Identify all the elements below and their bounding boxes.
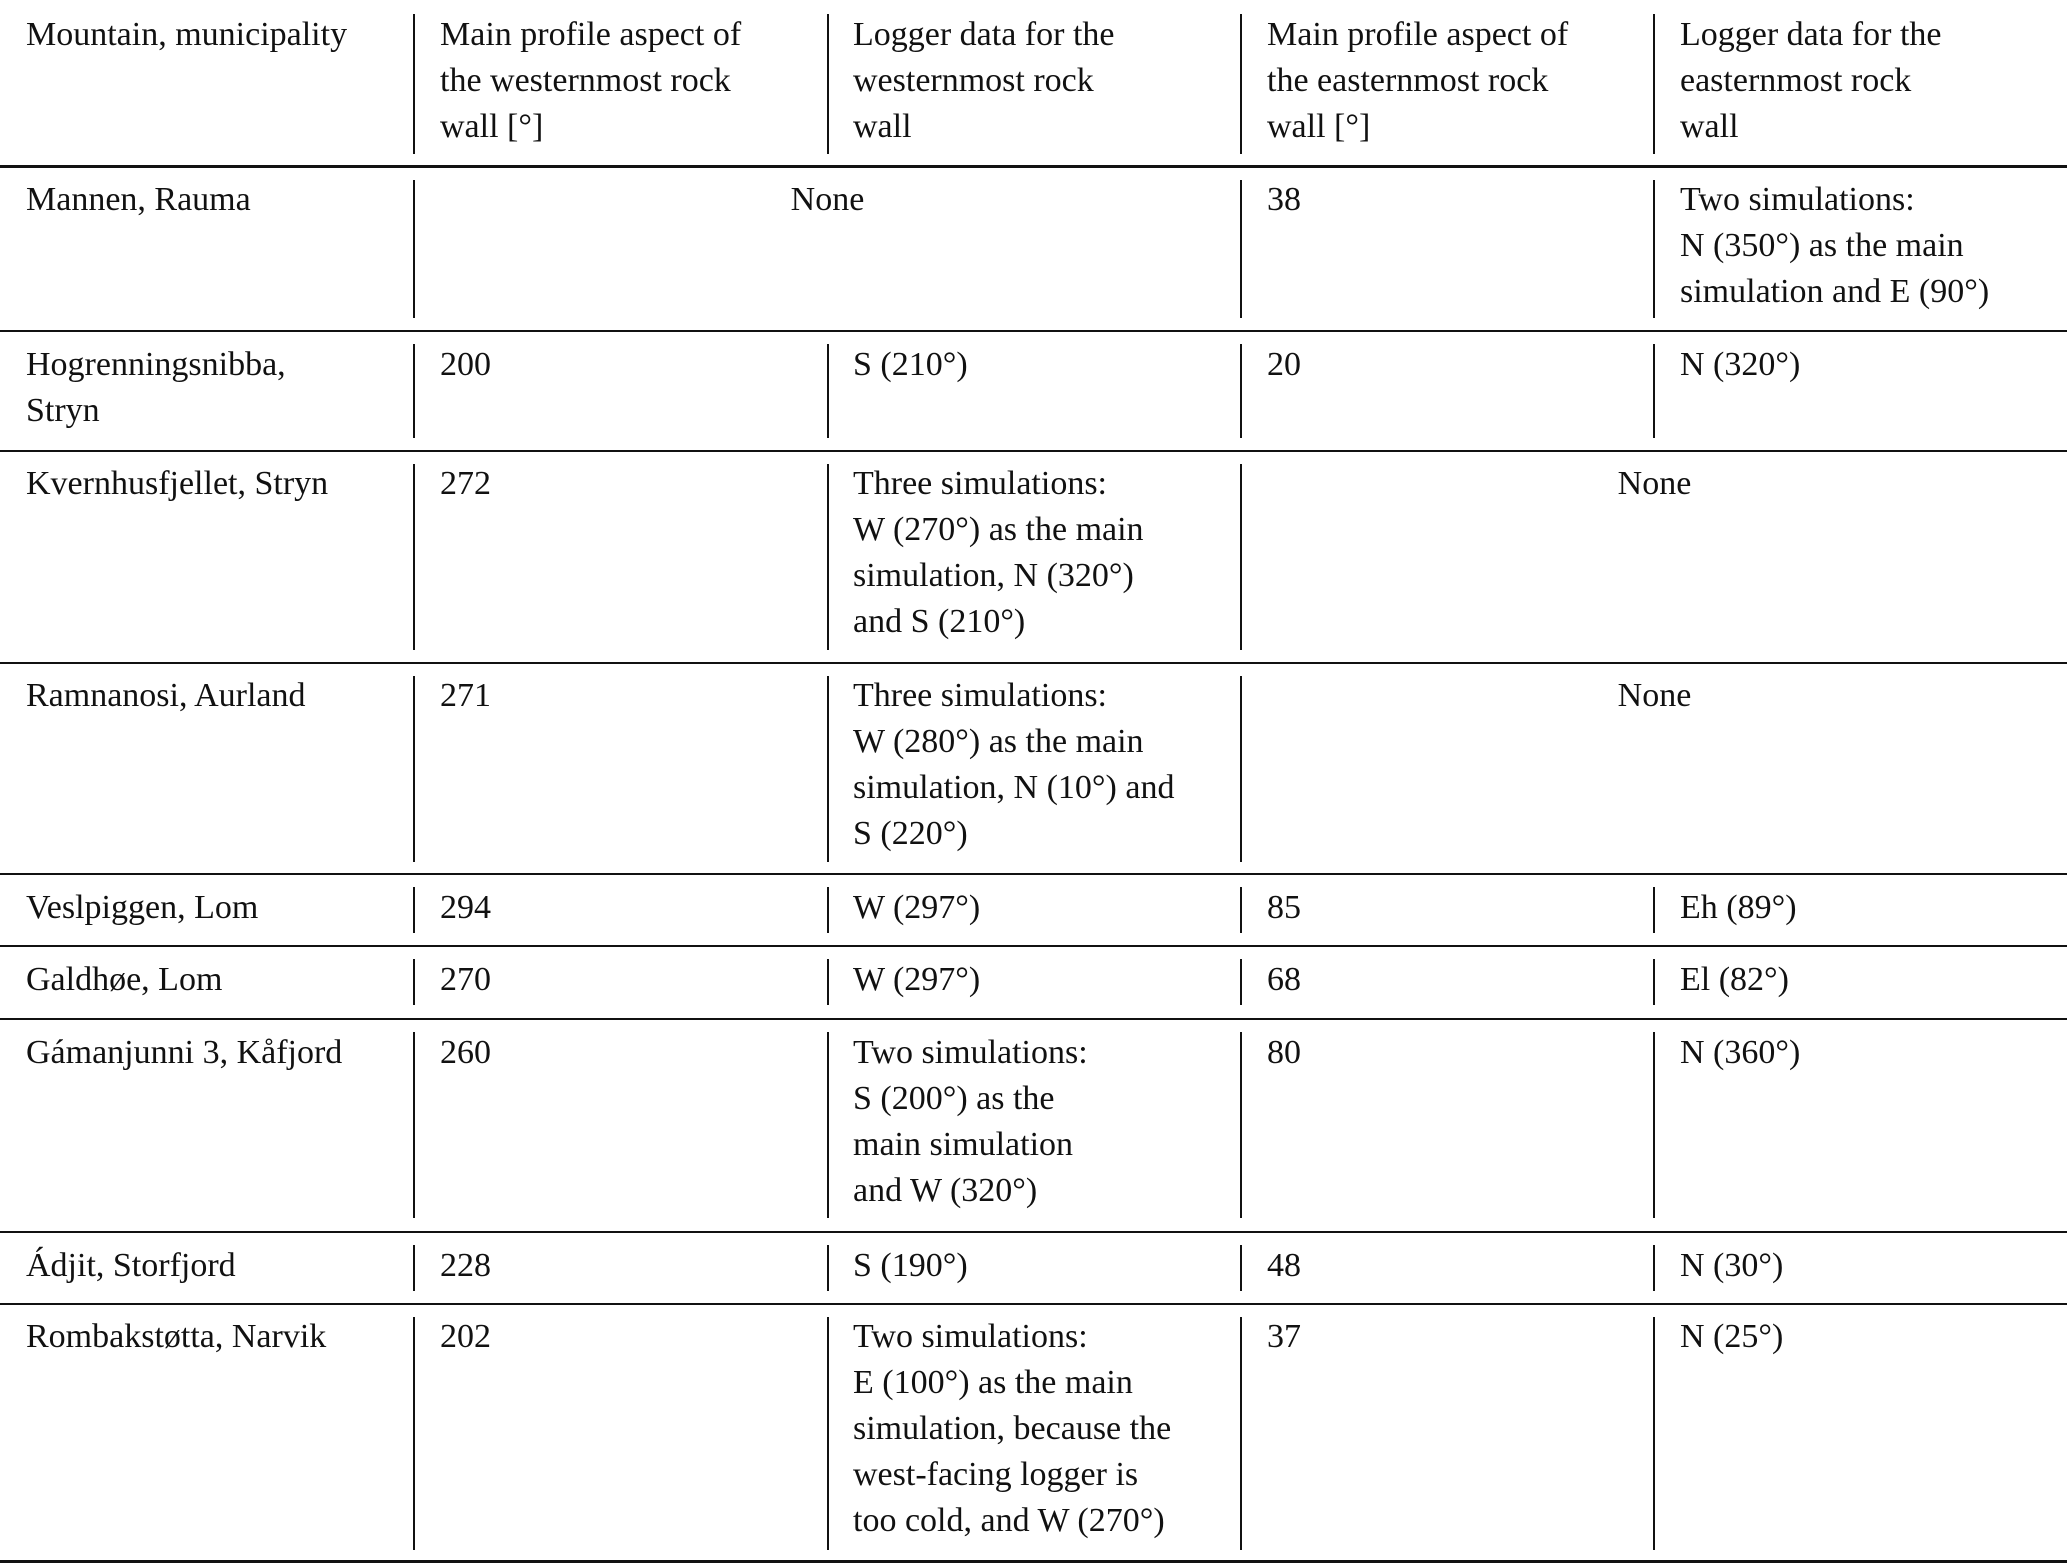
cell-east-logger: N (360°) — [1680, 1034, 1801, 1071]
column-separator — [413, 464, 415, 650]
cell-west-aspect: 272 — [440, 465, 491, 502]
column-header-west-aspect: Main profile aspect of the westernmost rock wall [°] — [440, 16, 742, 145]
column-separator — [413, 1032, 415, 1218]
column-header-west-logger: Logger data for the westernmost rock wall — [853, 16, 1115, 145]
cell-west-logger: Two simulations: E (100°) as the main simulation, because the west-facing logger is too cold, and W (270°) — [853, 1318, 1172, 1539]
cell-mountain: Galdhøe, Lom — [26, 961, 223, 998]
rule-header-bottom — [0, 165, 2067, 168]
row-divider — [0, 662, 2067, 664]
column-separator — [413, 887, 415, 933]
column-separator — [1240, 180, 1242, 318]
column-header-east-logger: Logger data for the easternmost rock wall — [1680, 16, 1942, 145]
cell-east-logger: El (82°) — [1680, 961, 1789, 998]
column-separator — [1240, 344, 1242, 438]
cell-east-merged: None — [1617, 677, 1692, 714]
column-separator — [1240, 1032, 1242, 1218]
column-separator — [413, 344, 415, 438]
column-separator — [827, 1032, 829, 1218]
cell-west-logger: W (297°) — [853, 961, 981, 998]
column-separator — [1653, 180, 1655, 318]
column-separator — [827, 14, 829, 154]
column-separator — [827, 676, 829, 862]
cell-east-merged: None — [1617, 465, 1692, 502]
column-separator — [413, 1317, 415, 1550]
cell-west-aspect: 228 — [440, 1247, 491, 1284]
row-divider — [0, 873, 2067, 875]
cell-west-aspect: 200 — [440, 346, 491, 383]
row-divider — [0, 945, 2067, 947]
cell-mountain: Rombakstøtta, Narvik — [26, 1318, 327, 1355]
cell-west-aspect: 260 — [440, 1034, 491, 1071]
row-divider — [0, 1018, 2067, 1020]
column-separator — [827, 1245, 829, 1291]
cell-east-logger: N (25°) — [1680, 1318, 1784, 1355]
column-separator — [1653, 344, 1655, 438]
cell-west-aspect: 271 — [440, 677, 491, 714]
row-divider — [0, 330, 2067, 332]
cell-west-logger: Three simulations: W (280°) as the main simulation, N (10°) and S (220°) — [853, 677, 1175, 852]
column-separator — [1653, 1245, 1655, 1291]
column-separator — [827, 464, 829, 650]
column-separator — [413, 959, 415, 1005]
column-separator — [1240, 887, 1242, 933]
cell-east-logger: N (30°) — [1680, 1247, 1784, 1284]
cell-west-logger: Two simulations: S (200°) as the main simulation and W (320°) — [853, 1034, 1088, 1209]
column-separator — [1653, 887, 1655, 933]
cell-east-aspect: 85 — [1267, 889, 1301, 926]
column-separator — [1240, 1317, 1242, 1550]
cell-west-logger: Three simulations: W (270°) as the main simulation, N (320°) and S (210°) — [853, 465, 1144, 640]
column-separator — [413, 676, 415, 862]
column-header-mountain: Mountain, municipality — [26, 16, 348, 53]
cell-west-aspect: 294 — [440, 889, 491, 926]
cell-mountain: Gámanjunni 3, Kåfjord — [26, 1034, 343, 1071]
column-header-east-aspect: Main profile aspect of the easternmost rock wall [°] — [1267, 16, 1569, 145]
cell-east-aspect: 37 — [1267, 1318, 1301, 1355]
column-separator — [827, 959, 829, 1005]
cell-mountain: Veslpiggen, Lom — [26, 889, 259, 926]
row-divider — [0, 450, 2067, 452]
row-divider — [0, 1231, 2067, 1233]
rule-table-bottom — [0, 1560, 2067, 1563]
cell-west-aspect: 270 — [440, 961, 491, 998]
cell-west-merged: None — [790, 181, 865, 218]
cell-east-logger: N (320°) — [1680, 346, 1801, 383]
column-separator — [1240, 14, 1242, 154]
cell-east-logger: Two simulations: N (350°) as the main simulation and E (90°) — [1680, 181, 1990, 310]
row-divider — [0, 1303, 2067, 1305]
cell-east-aspect: 48 — [1267, 1247, 1301, 1284]
column-separator — [1653, 959, 1655, 1005]
cell-east-aspect: 68 — [1267, 961, 1301, 998]
cell-west-logger: S (190°) — [853, 1247, 968, 1284]
column-separator — [1653, 1317, 1655, 1550]
cell-mountain: Mannen, Rauma — [26, 181, 251, 218]
cell-mountain: Hogrenningsnibba, Stryn — [26, 346, 286, 429]
cell-east-aspect: 20 — [1267, 346, 1301, 383]
column-separator — [827, 1317, 829, 1550]
cell-east-logger: Eh (89°) — [1680, 889, 1797, 926]
cell-mountain: Kvernhusfjellet, Stryn — [26, 465, 329, 502]
column-separator — [1653, 14, 1655, 154]
column-separator — [1240, 1245, 1242, 1291]
column-separator — [1240, 959, 1242, 1005]
column-separator — [413, 1245, 415, 1291]
cell-west-aspect: 202 — [440, 1318, 491, 1355]
cell-east-aspect: 80 — [1267, 1034, 1301, 1071]
cell-east-aspect: 38 — [1267, 181, 1301, 218]
column-separator — [827, 887, 829, 933]
column-separator — [413, 14, 415, 154]
cell-west-logger: S (210°) — [853, 346, 968, 383]
column-separator — [1653, 1032, 1655, 1218]
cell-west-logger: W (297°) — [853, 889, 981, 926]
column-separator — [827, 344, 829, 438]
cell-mountain: Ramnanosi, Aurland — [26, 677, 306, 714]
cell-mountain: Ádjit, Storfjord — [26, 1247, 236, 1284]
